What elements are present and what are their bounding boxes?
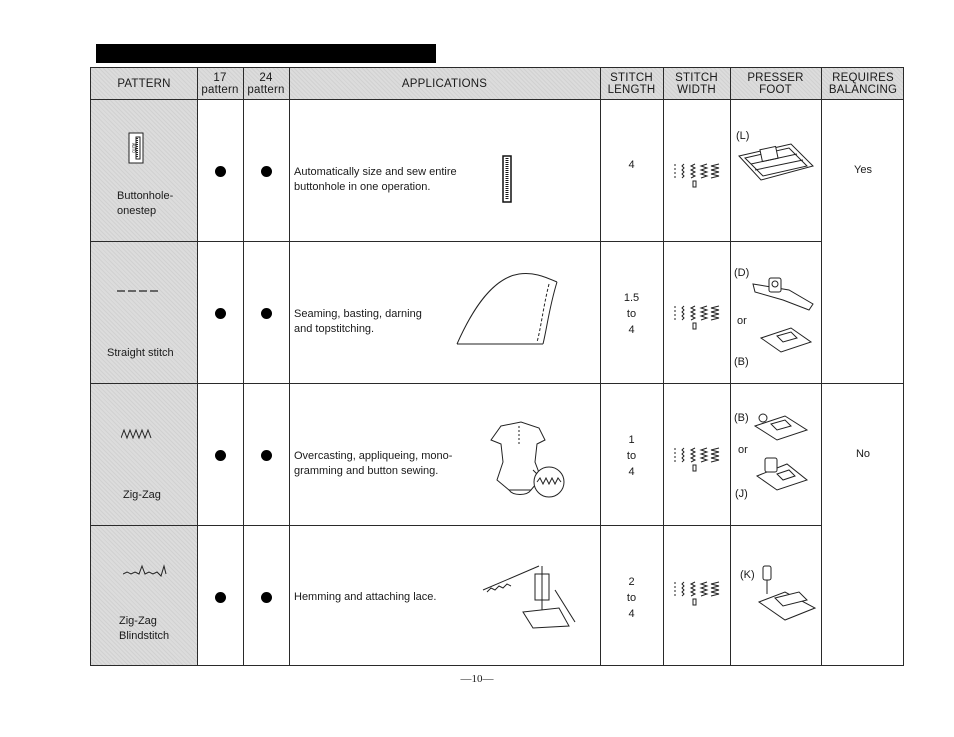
foot-label: (L) [736,130,750,142]
stitch-length: 1 to 4 [626,434,637,478]
pattern-24-dot [261,450,272,461]
pattern-17-dot [215,166,226,177]
presser-foot-b-icon [751,410,811,444]
requires-balancing-no: No [855,448,871,460]
pattern-24-dot [261,308,272,319]
application-text: Automatically size and sew entire buttonhole in one operation. [294,166,457,193]
stitch-width-scale-icon [671,162,721,190]
foot-or: or [737,315,747,327]
application-text: Seaming, basting, darning and topstitching. [294,308,422,335]
application-text: Overcasting, appliqueing, mono- gramming and button sewing. [294,450,453,477]
pattern-17-dot [215,308,226,319]
auto-buttonhole-symbol-icon [128,132,144,164]
section-title-bar [96,44,436,63]
stitch-width-scale-icon [671,446,721,474]
stitch-length: 1.5 to 4 [623,292,640,336]
header-stitch-length: STITCH LENGTH [607,71,656,96]
page-number: —10— [460,673,494,685]
header-pattern: PATTERN [117,77,171,90]
hemming-illustration-icon [479,560,579,630]
requires-balancing-yes: Yes [854,164,872,176]
pattern-name: Straight stitch [107,347,174,359]
pattern-24-dot [261,592,272,603]
pattern-name: Zig-Zag Blindstitch [119,615,170,642]
presser-foot-l-icon [731,136,821,186]
foot-label-b: (B) [734,356,749,368]
header-presser-foot: PRESSER FOOT [747,71,804,96]
application-text: Hemming and attaching lace. [294,591,437,603]
header-requires-balancing: REQUIRES BALANCING [828,71,898,96]
presser-foot-j-icon [751,456,811,494]
stitch-pattern-table [90,67,904,666]
presser-foot-d-icon [749,274,817,314]
blindstitch-symbol-icon [123,564,167,578]
fabric-seam-illustration-icon [453,268,563,348]
buttonhole-illustration-icon [502,155,512,203]
foot-label-b: (B) [734,412,749,424]
stitch-width-scale-icon [671,580,721,608]
straight-stitch-symbol-icon [117,288,161,294]
header-applications: APPLICATIONS [401,77,488,90]
foot-label-k: (K) [740,569,755,581]
stitch-length: 4 [628,159,635,171]
header-24-pattern: 24 pattern [247,71,285,96]
pattern-name: Zig-Zag [123,489,161,501]
svg-text:AUTO: AUTO [131,143,136,153]
foot-label-d: (D) [734,267,750,279]
zig-zag-symbol-icon [121,428,153,440]
header-stitch-width: STITCH WIDTH [675,71,718,96]
pattern-17-dot [215,592,226,603]
stitch-length: 2 to 4 [626,576,637,620]
presser-foot-b-icon [757,324,815,356]
stitch-width-scale-icon [671,304,721,332]
foot-or: or [738,444,748,456]
pattern-17-dot [215,450,226,461]
header-17-pattern: 17 pattern [201,71,239,96]
pattern-24-dot [261,166,272,177]
presser-foot-k-icon [755,562,821,624]
baby-garment-illustration-icon [479,418,569,500]
pattern-name: Buttonhole- onestep [117,190,174,217]
foot-label-j: (J) [735,488,748,500]
